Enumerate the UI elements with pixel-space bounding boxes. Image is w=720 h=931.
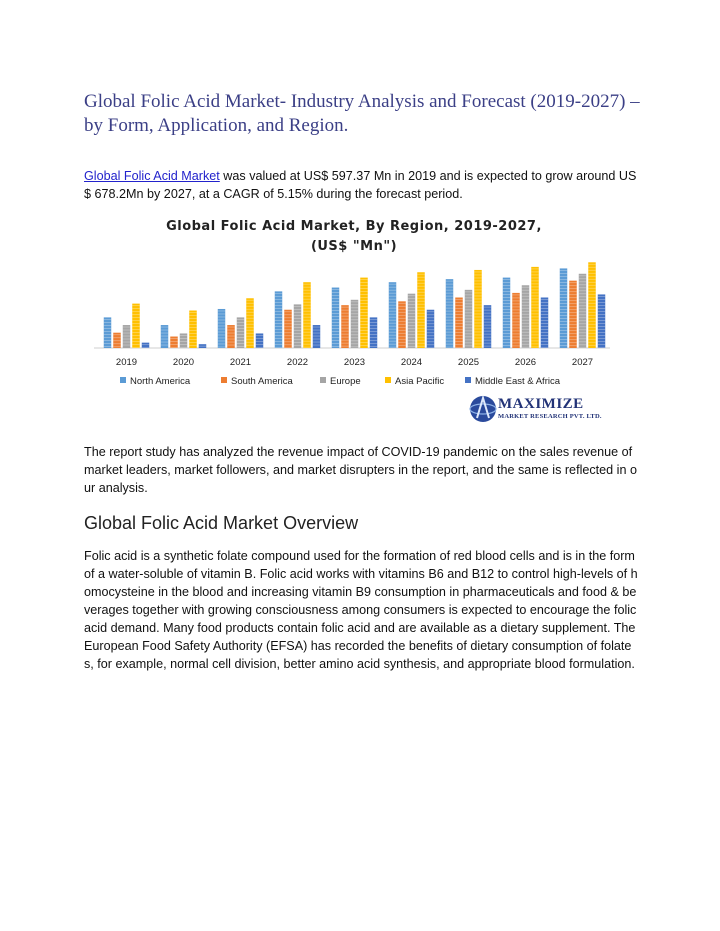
bar-group bbox=[104, 262, 606, 348]
legend-label-asia-pacific: Asia Pacific bbox=[395, 376, 445, 387]
bar-north-america-2023 bbox=[332, 288, 340, 348]
legend-label-north-america: North America bbox=[130, 376, 191, 387]
bar-north-america-2022 bbox=[275, 291, 283, 348]
legend-label-middle-east-africa: Middle East & Africa bbox=[475, 376, 561, 387]
bar-south-america-2025 bbox=[455, 297, 463, 348]
bar-europe-2022 bbox=[294, 304, 302, 348]
x-tick-2024: 2024 bbox=[400, 357, 423, 368]
legend-swatch-north-america bbox=[120, 377, 126, 383]
legend-label-south-america: South America bbox=[231, 376, 293, 387]
bar-middle-east-africa-2024 bbox=[427, 310, 435, 348]
x-tick-2025: 2025 bbox=[457, 357, 480, 368]
bar-north-america-2025 bbox=[446, 279, 454, 348]
logo-name: MAXIMIZE bbox=[498, 396, 584, 412]
bar-north-america-2021 bbox=[218, 309, 226, 348]
bar-middle-east-africa-2026 bbox=[541, 297, 549, 348]
page-title: Global Folic Acid Market- Industry Analysis and Forecast (2019-2027) – by Form, Application, and Region. bbox=[84, 91, 640, 136]
bar-middle-east-africa-2019 bbox=[142, 343, 150, 348]
bar-europe-2019 bbox=[123, 325, 131, 348]
legend bbox=[120, 376, 561, 387]
section-heading: Global Folic Acid Market Overview bbox=[84, 513, 359, 533]
bar-asia-pacific-2027 bbox=[588, 262, 596, 348]
legend-swatch-asia-pacific bbox=[385, 377, 391, 383]
overview-paragraph: Folic acid is a synthetic folate compound used for the formation of red blood cells and is in the form of a water-soluble of vitamin B. Folic acid works with vitamins B6 and B12 to control high-levels of homocysteine in the blood and increasing vitamin B9 consumption in pharmaceuticals and food & beverages together with growing consciousness among consumers is expected to encourage the folic acid demand. Many food products contain folic acid and are available as a dietary supplement. The European Food Safety Authority (EFSA) has recorded the benefits of dietary consumption of folates, for example, normal cell division, better amino acid synthesis, and appropriate blood formulation. bbox=[84, 549, 638, 671]
chart-title-line2: (US$ "Mn") bbox=[310, 239, 398, 254]
bar-middle-east-africa-2025 bbox=[484, 305, 492, 348]
bar-south-america-2027 bbox=[569, 281, 577, 348]
bar-north-america-2020 bbox=[161, 325, 169, 348]
x-tick-2023: 2023 bbox=[343, 357, 366, 368]
bar-middle-east-africa-2022 bbox=[313, 325, 321, 348]
legend-swatch-south-america bbox=[221, 377, 227, 383]
logo-subtitle: MARKET RESEARCH PVT. LTD. bbox=[498, 413, 602, 420]
bar-south-america-2022 bbox=[284, 310, 292, 348]
bar-asia-pacific-2025 bbox=[474, 270, 482, 348]
x-tick-2026: 2026 bbox=[514, 357, 537, 368]
x-tick-2022: 2022 bbox=[286, 357, 309, 368]
covid-paragraph: The report study has analyzed the revenue impact of COVID-19 pandemic on the sales revenue of market leaders, market followers, and market disrupters in the report, and the same is reflected in our analysis. bbox=[84, 445, 637, 495]
legend-label-europe: Europe bbox=[330, 376, 361, 387]
bar-asia-pacific-2026 bbox=[531, 267, 539, 348]
legend-swatch-europe bbox=[320, 377, 326, 383]
maximize-logo bbox=[468, 392, 628, 428]
intro-text: was valued at US$ 597.37 Mn in 2019 and is expected to grow around US$ 678.2Mn by 2027, at a CAGR of 5.15% during the forecast period. bbox=[84, 169, 637, 201]
x-tick-2021: 2021 bbox=[229, 357, 252, 368]
bar-south-america-2021 bbox=[227, 325, 235, 348]
bar-south-america-2023 bbox=[341, 305, 349, 348]
x-tick-labels bbox=[116, 357, 593, 368]
x-tick-2019: 2019 bbox=[115, 357, 138, 368]
market-link[interactable]: Global Folic Acid Market bbox=[84, 169, 220, 183]
legend-swatch-middle-east-africa bbox=[465, 377, 471, 383]
globe-logo-icon bbox=[468, 392, 498, 426]
bar-asia-pacific-2021 bbox=[246, 298, 254, 348]
chart-title-line1: Global Folic Acid Market, By Region, 2019-2027, bbox=[166, 219, 542, 234]
intro-paragraph bbox=[84, 167, 640, 203]
x-tick-2020: 2020 bbox=[172, 357, 195, 368]
x-tick-2027: 2027 bbox=[571, 357, 594, 368]
